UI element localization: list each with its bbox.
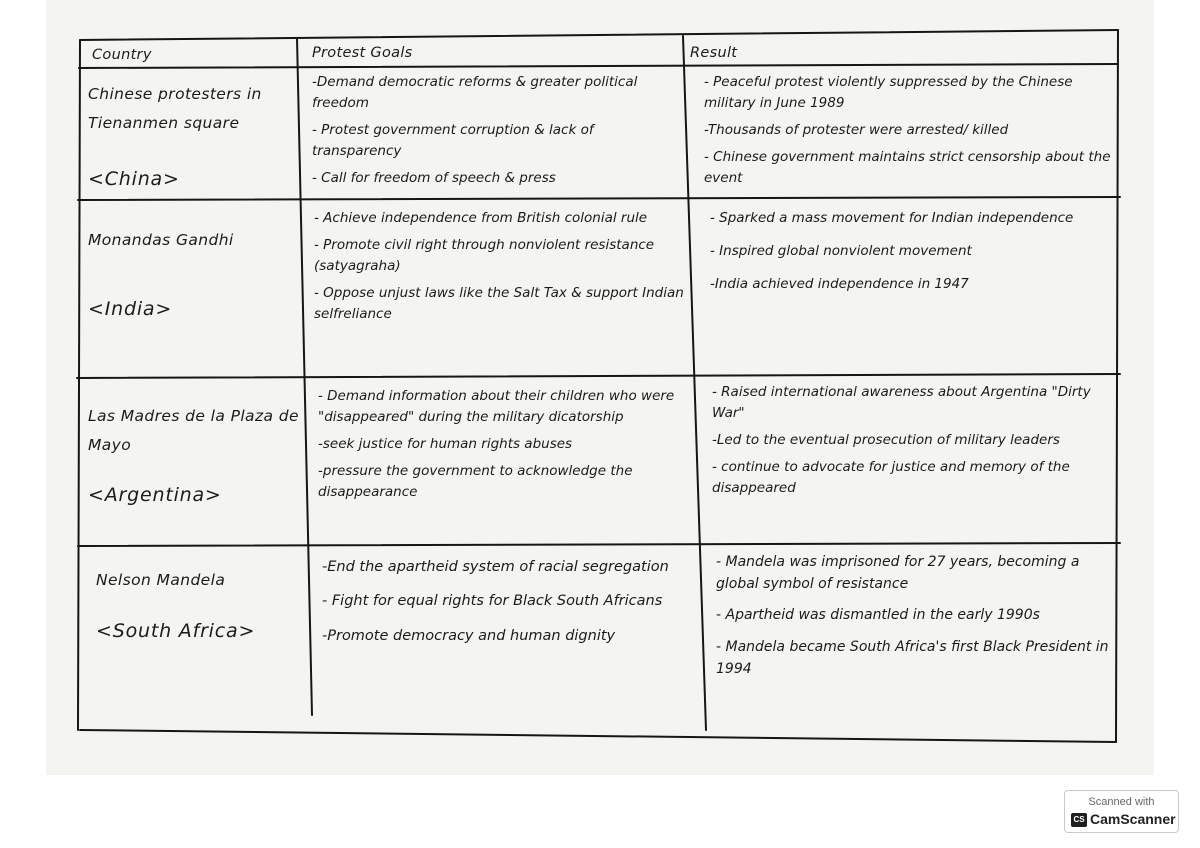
goal-item: -Demand democratic reforms & greater political freedom: [312, 74, 638, 111]
goal-item: - Call for freedom of speech & press: [312, 169, 556, 186]
result-item: - Chinese government maintains strict censorship about the event: [704, 148, 1111, 186]
row-divider-1: [78, 197, 1120, 200]
table-row-goals: [314, 208, 696, 370]
table-row-country: [88, 80, 292, 195]
result-item: - Mandela was imprisoned for 27 years, becoming a global symbol of resistance: [716, 554, 1080, 592]
camscanner-badge: [1064, 790, 1179, 833]
table-row-country: [88, 402, 302, 540]
goal-item: - Oppose unjust laws like the Salt Tax & support Indian selfreliance: [314, 284, 684, 322]
table-row-goals: [318, 386, 702, 542]
table-row-results: [710, 208, 1112, 370]
result-item: -Thousands of protester were arrested/ killed: [704, 121, 1009, 138]
table-row-goals: [322, 556, 704, 716]
result-item: -India achieved independence in 1947: [710, 275, 969, 292]
goal-item: - Promote civil right through nonviolent resistance (satyagraha): [314, 236, 655, 274]
table-row-results: [704, 72, 1112, 196]
country-tag: <China>: [88, 167, 180, 190]
result-item: - Sparked a mass movement for Indian independence: [710, 210, 1074, 226]
result-item: - Apartheid was dismantled in the early 1990s: [716, 607, 1040, 624]
table-row-results: [712, 382, 1112, 542]
table-row-goals: [312, 72, 687, 196]
country-tag: <India>: [88, 298, 173, 321]
goal-item: - Achieve independence from British colonial rule: [314, 210, 648, 226]
table-row-country: [88, 226, 298, 371]
country-name: Las Madres de la Plaza de Mayo: [88, 407, 299, 455]
result-item: - Inspired global nonviolent movement: [710, 242, 972, 259]
row-divider-2: [77, 374, 1120, 378]
result-item: - Mandela became South Africa's first Black President in 1994: [716, 639, 1109, 677]
result-item: - Raised international awareness about Argentina "Dirty War": [712, 384, 1091, 421]
header-protest-goals: Protest Goals: [312, 45, 413, 61]
column-line-1: [78, 40, 80, 730]
country-name: Nelson Mandela: [96, 571, 226, 589]
country-name: Chinese protesters in Tienanmen square: [88, 85, 262, 133]
table-row-country: [96, 566, 308, 716]
result-item: -Led to the eventual prosecution of military leaders: [712, 431, 1060, 448]
goal-item: -Promote democracy and human dignity: [322, 627, 616, 644]
column-line-4: [1116, 30, 1118, 742]
country-tag: <Argentina>: [88, 483, 222, 506]
result-item: - Peaceful protest violently suppressed by the Chinese military in June 1989: [704, 74, 1073, 111]
table-row-results: [716, 552, 1112, 734]
result-item: - continue to advocate for justice and memory of the disappeared: [712, 458, 1070, 496]
badge-caption: Scanned with: [1088, 796, 1155, 808]
header-result: Result: [690, 45, 738, 61]
goal-item: -End the apartheid system of racial segregation: [322, 559, 669, 575]
goal-item: -seek justice for human rights abuses: [318, 435, 573, 452]
header-country: Country: [92, 47, 152, 63]
goal-item: - Protest government corruption & lack of transparency: [312, 121, 594, 159]
country-name: Monandas Gandhi: [88, 231, 234, 249]
goal-item: - Demand information about their children who were "disappeared" during the military dicatorship: [318, 388, 675, 425]
goal-item: - Fight for equal rights for Black South Africans: [322, 593, 663, 610]
table-border-top: [80, 30, 1118, 40]
badge-name: CamScanner: [1090, 811, 1176, 827]
row-divider-3: [78, 543, 1120, 546]
camscanner-logo-icon: CS: [1071, 813, 1087, 827]
country-tag: <South Africa>: [96, 620, 256, 643]
goal-item: -pressure the government to acknowledge the disappearance: [318, 462, 633, 500]
